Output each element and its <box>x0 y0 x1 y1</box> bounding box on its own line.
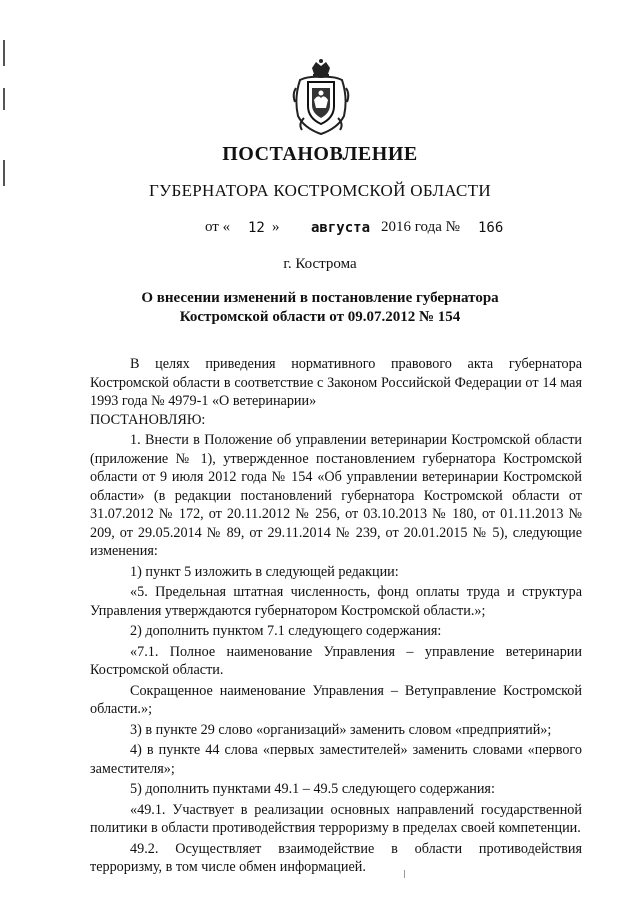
heading-line: О внесении изменений в постановление губернатора <box>141 290 499 306</box>
paragraph: «5. Предельная штатная численность, фонд оплаты труда и структура Управления утверждаются губернатором Костромской области.»; <box>90 584 582 619</box>
scan-edge-mark <box>3 40 5 66</box>
paragraph: 2) дополнить пунктом 7.1 следующего содержания: <box>130 623 442 639</box>
paragraph: 5) дополнить пунктами 49.1 – 49.5 следующего содержания: <box>130 781 495 797</box>
city-line: г. Кострома <box>283 256 357 272</box>
document-subtitle: ГУБЕРНАТОРА КОСТРОМСКОЙ ОБЛАСТИ <box>149 181 491 200</box>
paragraph: 4) в пункте 44 слова «первых заместителей» заменить словами «первого заместителя»; <box>90 742 582 777</box>
paragraph-decree: ПОСТАНОВЛЯЮ: <box>90 411 206 428</box>
paragraph: «7.1. Полное наименование Управления – управление ветеринарии Костромской области. <box>90 643 582 678</box>
paragraph: 49.2. Осуществляет взаимодействие в области противодействия терроризму, в том числе обмен информацией. <box>90 840 582 875</box>
scan-artifact <box>404 870 405 878</box>
date-year: 2016 года № <box>381 219 460 235</box>
date-mid: » <box>272 219 280 235</box>
heading-line: Костромской области от 09.07.2012 № 154 <box>179 309 461 325</box>
document-body <box>90 355 582 877</box>
paragraph: «49.1. Участвует в реализации основных направлений государственной политики в области противодействия терроризму в пределах своей компетенции. <box>90 801 582 836</box>
paragraph: 3) в пункте 29 слово «организаций» заменить словом «предприятий»; <box>130 721 552 738</box>
document-title: ПОСТАНОВЛЕНИЕ <box>222 143 418 165</box>
paragraph: Сокращенное наименование Управления – Ветуправление Костромской области.»; <box>90 682 582 717</box>
paragraph: В целях приведения нормативного правового акта губернатора Костромской области в соответствие с Законом Российской Федерации от 14 мая 1993 года № 4979-1 «О ветеринарии» <box>90 356 582 409</box>
date-month: августа <box>311 220 371 236</box>
scan-edge-mark <box>3 88 5 110</box>
coat-of-arms-icon <box>290 58 352 136</box>
paragraph: 1) пункт 5 изложить в следующей редакции: <box>130 563 399 580</box>
document-heading <box>130 289 510 327</box>
date-day: 12 <box>248 220 265 236</box>
date-prefix: от « <box>205 219 231 235</box>
document-number: 166 <box>478 220 504 236</box>
paragraph: 1. Внести в Положение об управлении ветеринарии Костромской области (приложение № 1), утвержденное постановлением губернатора Костромской области от 9 июля 2012 года № 154 «Об управлении ветеринарии Костромской области» (в редакции постановлений губернатора Костромской области от 31.07.2012 № 172, от 20.11.2012 № 256, от 03.10.2013 № 180, от 01.11.2013 № 209, от 29.05.2014 № 89, от 29.11.2014 № 239, от 20.01.2015 № 5), следующие изменения: <box>90 432 582 559</box>
